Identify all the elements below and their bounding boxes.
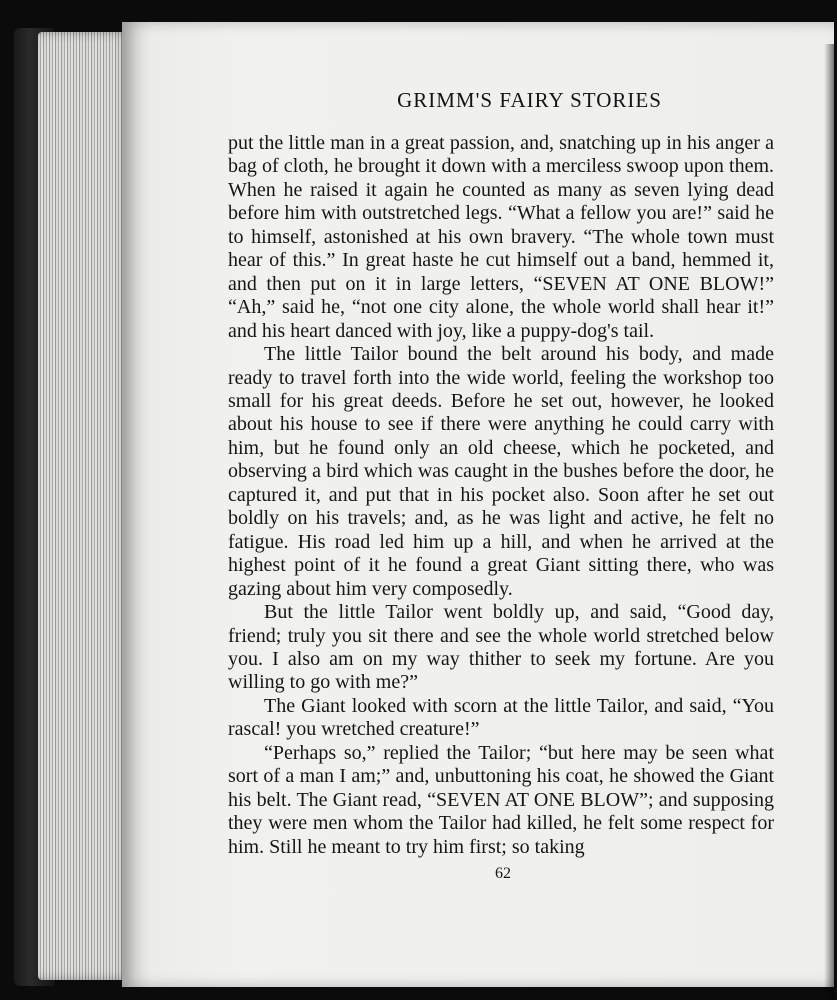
- paragraph-2: The little Tailor bound the belt around his body, and made ready to travel forth into the wide world, feeling the workshop too small for his great deeds. Before he set out, however, he looked about his house to see if there were anything he could carry with him, but he found only an old cheese, which he pocketed, and observing a bird which was caught in the bushes before the door, he captured it, and put that in his pocket also. Soon after he set out boldly on his travels; and, as he was light and active, he felt no fatigue. His road led him up a hill, and when he arrived at the highest point of it he found a great Giant sitting there, who was gazing about him very composedly.: [228, 343, 774, 600]
- paragraph-1: put the little man in a great passion, and, snatching up in his anger a bag of cloth, he brought it down with a merciless swoop upon them. When he raised it again he counted as many as seven lying dead before him with outstretched legs. “What a fellow you are!” said he to himself, astonished at his own bravery. “The whole town must hear of this.” In great haste he cut himself out a band, hemmed it, and then put on it in large letters, “SEVEN AT ONE BLOW!” “Ah,” said he, “not one city alone, the whole world shall hear it!” and his heart danced with joy, like a puppy-dog's tail.: [228, 132, 774, 342]
- page-gutter-shadow: [824, 44, 834, 1000]
- running-head-text: GRIMM'S FAIRY STORIES: [397, 88, 662, 112]
- page-edges: [38, 32, 130, 980]
- paragraph-5: “Perhaps so,” replied the Tailor; “but here may be seen what sort of a man I am;” and, unbuttoning his coat, he showed the Giant his belt. The Giant read, “SEVEN AT ONE BLOW”; and supposing they were men whom the Tailor had killed, he felt some respect for him. Still he meant to try him first; so taking: [228, 741, 774, 858]
- page-number-text: 62: [495, 865, 511, 882]
- page-number: [122, 865, 834, 883]
- book-page: [122, 22, 834, 987]
- paragraph-3: But the little Tailor went boldly up, and said, “Good day, friend; truly you sit there and see the whole world stretched below you. I also am on my way thither to seek my fortune. Are you willing to go with me?”: [228, 601, 774, 694]
- paragraph-4: The Giant looked with scorn at the little Tailor, and said, “You rascal! you wretched creature!”: [228, 694, 774, 741]
- body-text: [228, 132, 774, 859]
- running-head: [122, 88, 834, 113]
